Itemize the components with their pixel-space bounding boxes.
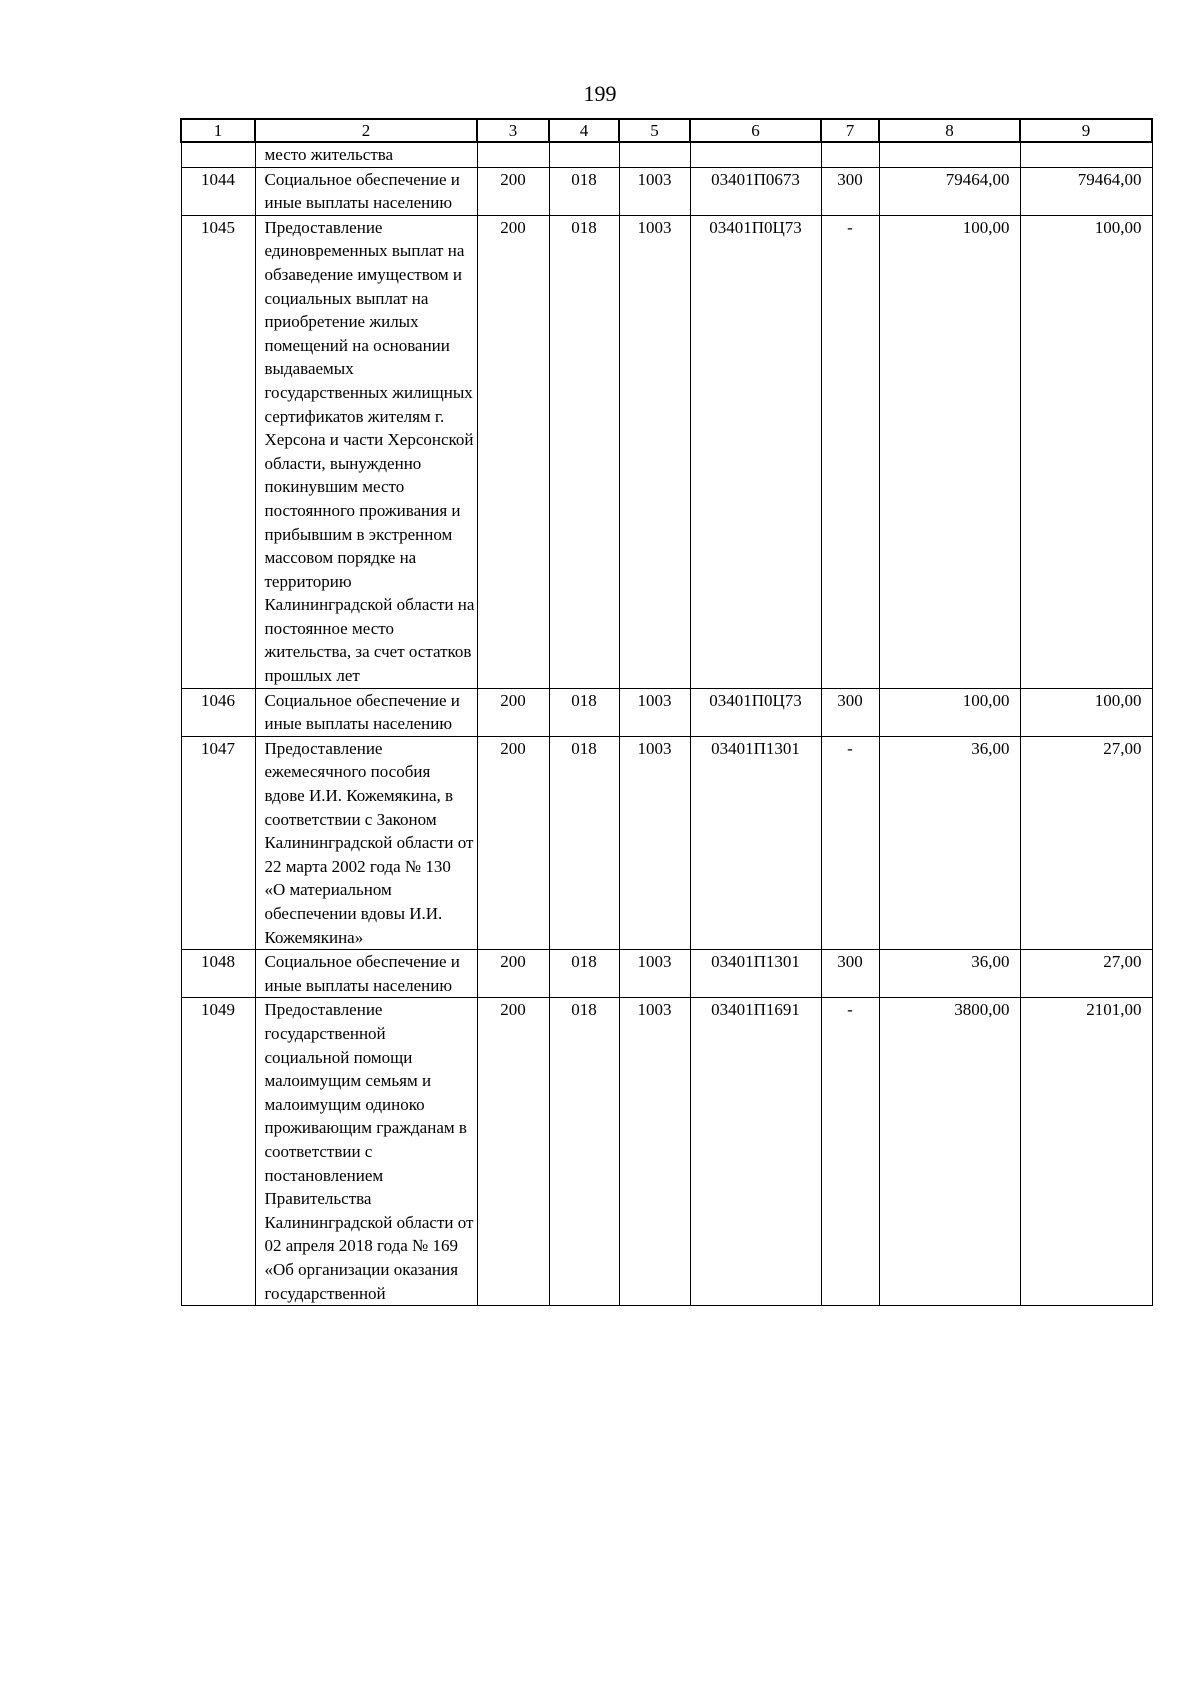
cell-col5: 1003	[619, 215, 690, 688]
cell-num: 1049	[181, 998, 255, 1306]
continuation-row	[181, 142, 1152, 167]
table-row	[181, 688, 1152, 736]
cell-num: 1044	[181, 167, 255, 215]
cell-col3: 200	[477, 215, 549, 688]
cell-col4: 018	[549, 950, 619, 998]
cell-name: Социальное обеспечение и иные выплаты населению	[255, 950, 477, 998]
header-row	[181, 119, 1152, 142]
cell-num: 1046	[181, 688, 255, 736]
cell-col4: 018	[549, 167, 619, 215]
cell-num: 1045	[181, 215, 255, 688]
cell-num: 1047	[181, 736, 255, 949]
cell-col7: -	[821, 736, 879, 949]
cell-name: Предоставление ежемесячного пособия вдове И.И. Кожемякина, в соответствии с Законом Калининградской области от 22 марта 2002 года № 130 «О материальном обеспечении вдовы И.И. Кожемякина»	[255, 736, 477, 949]
table-row	[181, 215, 1152, 688]
cell-col8: 100,00	[879, 688, 1020, 736]
table-body	[181, 167, 1152, 1306]
cell-col4: 018	[549, 688, 619, 736]
cell-col8: 100,00	[879, 215, 1020, 688]
cell-empty	[690, 142, 821, 167]
cell-col6: 03401П1301	[690, 736, 821, 949]
cell-col4: 018	[549, 736, 619, 949]
cell-col5: 1003	[619, 688, 690, 736]
header-cell: 9	[1020, 119, 1152, 142]
cell-col6: 03401П0Ц73	[690, 688, 821, 736]
cell-col3: 200	[477, 167, 549, 215]
table-row	[181, 736, 1152, 949]
page-number: 199	[583, 81, 617, 106]
cell-col9: 100,00	[1020, 215, 1152, 688]
cell-col7: 300	[821, 167, 879, 215]
header-cell: 2	[255, 119, 477, 142]
cell-col6: 03401П0Ц73	[690, 215, 821, 688]
header-cell: 6	[690, 119, 821, 142]
cell-name: место жительства	[255, 142, 477, 167]
cell-col7: -	[821, 215, 879, 688]
cell-col5: 1003	[619, 998, 690, 1306]
cell-name: Социальное обеспечение и иные выплаты населению	[255, 167, 477, 215]
cell-col7: -	[821, 998, 879, 1306]
cell-col3: 200	[477, 688, 549, 736]
table-row	[181, 998, 1152, 1306]
cell-col5: 1003	[619, 736, 690, 949]
header-cell: 7	[821, 119, 879, 142]
cell-col9: 2101,00	[1020, 998, 1152, 1306]
cell-col4: 018	[549, 215, 619, 688]
cell-col9: 27,00	[1020, 736, 1152, 949]
cell-col3: 200	[477, 736, 549, 949]
cell-empty	[879, 142, 1020, 167]
cell-name: Предоставление государственной социальной помощи малоимущим семьям и малоимущим одиноко проживающим гражданам в соответствии с постановлением Правительства Калининградской области от 02 апреля 2018 года № 169 «Об организации оказания государственной	[255, 998, 477, 1306]
cell-col9: 79464,00	[1020, 167, 1152, 215]
cell-col3: 200	[477, 998, 549, 1306]
header-cell: 4	[549, 119, 619, 142]
cell-empty	[821, 142, 879, 167]
cell-col8: 36,00	[879, 736, 1020, 949]
cell-col5: 1003	[619, 950, 690, 998]
cell-empty	[1020, 142, 1152, 167]
table-row	[181, 167, 1152, 215]
header-cell: 8	[879, 119, 1020, 142]
cell-col7: 300	[821, 688, 879, 736]
cell-col8: 36,00	[879, 950, 1020, 998]
cell-col6: 03401П1691	[690, 998, 821, 1306]
cell-empty	[477, 142, 549, 167]
cell-col8: 3800,00	[879, 998, 1020, 1306]
cell-empty	[549, 142, 619, 167]
cell-col7: 300	[821, 950, 879, 998]
cell-col9: 27,00	[1020, 950, 1152, 998]
cell-col9: 100,00	[1020, 688, 1152, 736]
header-cell: 5	[619, 119, 690, 142]
header-cell: 1	[181, 119, 255, 142]
header-cell: 3	[477, 119, 549, 142]
cell-col6: 03401П1301	[690, 950, 821, 998]
cell-empty	[619, 142, 690, 167]
cell-col4: 018	[549, 998, 619, 1306]
budget-table	[180, 118, 1153, 1306]
cell-name: Социальное обеспечение и иные выплаты населению	[255, 688, 477, 736]
cell-name: Предоставление единовременных выплат на обзаведение имуществом и социальных выплат на приобретение жилых помещений на основании выдаваемых государственных жилищных сертификатов жителям г. Херсона и части Херсонской области, вынужденно покинувшим место постоянного проживания и прибывшим в экстренном массовом порядке на территорию Калининградской области на постоянное место жительства, за счет остатков прошлых лет	[255, 215, 477, 688]
cell-num: 1048	[181, 950, 255, 998]
cell-col5: 1003	[619, 167, 690, 215]
cell-col6: 03401П0673	[690, 167, 821, 215]
cell-col8: 79464,00	[879, 167, 1020, 215]
cell-col3: 200	[477, 950, 549, 998]
cell-num	[181, 142, 255, 167]
table-row	[181, 950, 1152, 998]
